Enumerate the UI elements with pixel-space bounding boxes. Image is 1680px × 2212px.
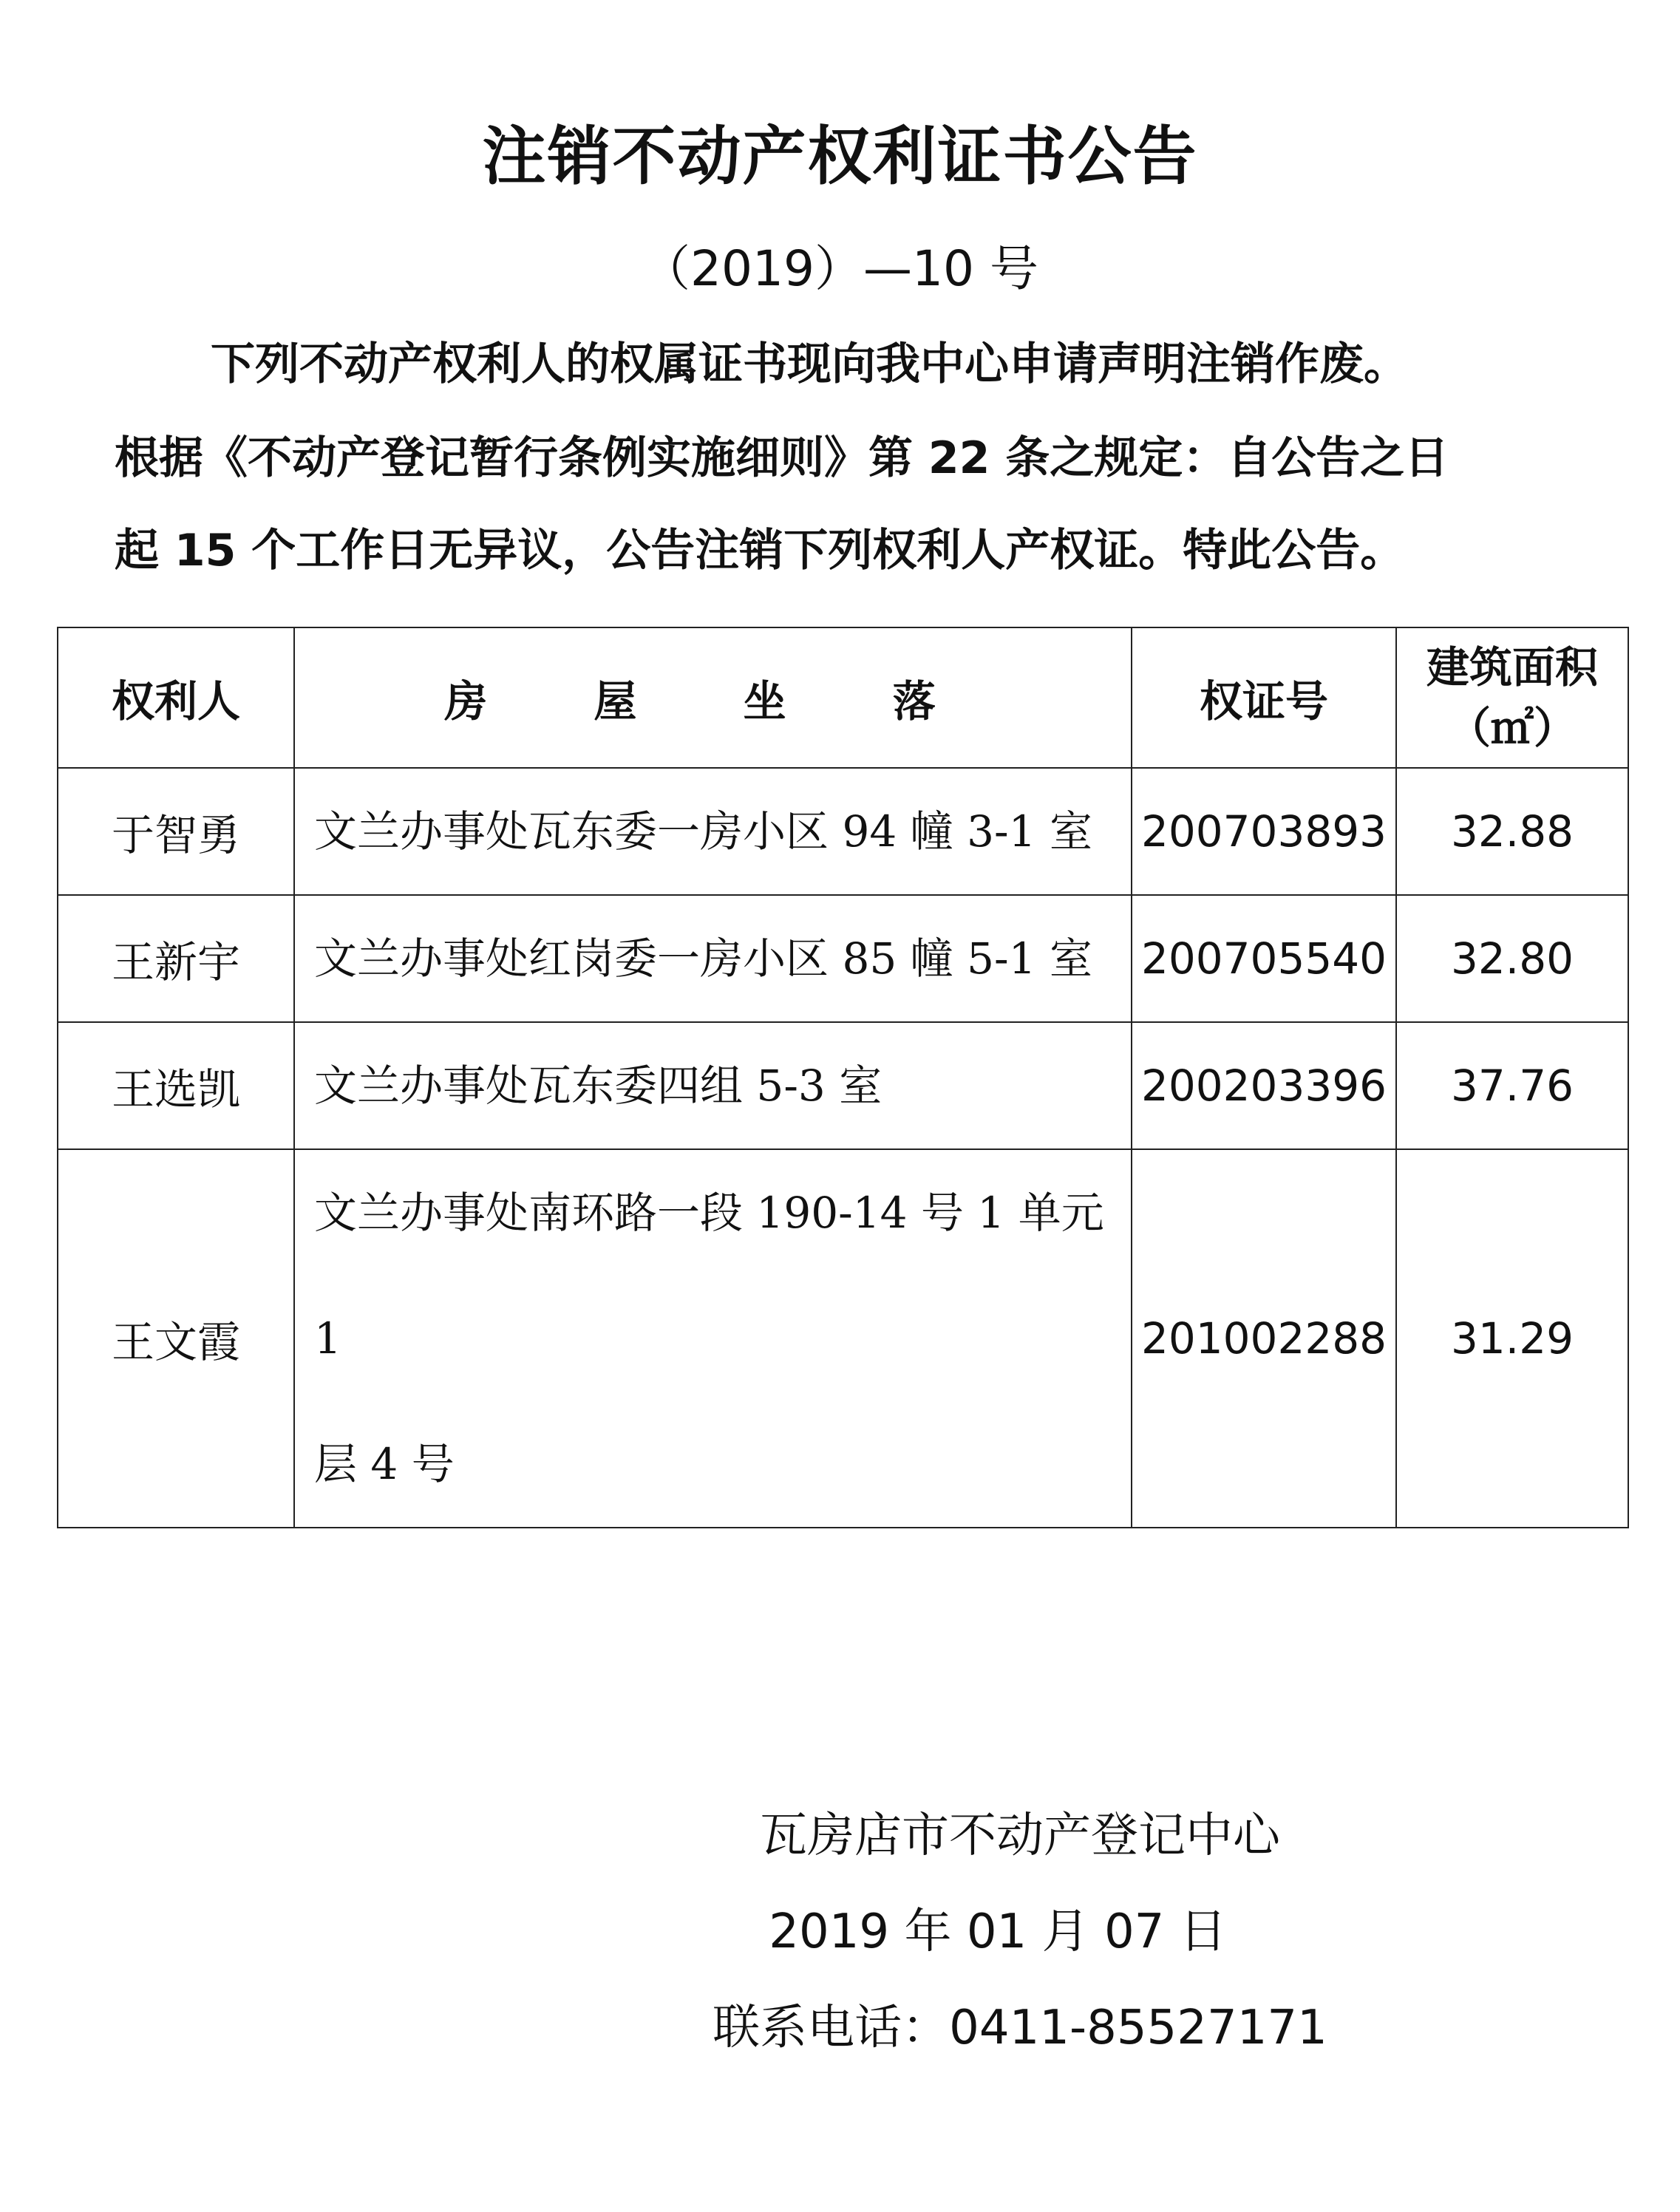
records-table xyxy=(57,627,1629,1528)
cell-address: 文兰办事处红岗委一房小区 85 幢 5-1 室 xyxy=(294,895,1132,1022)
notice-title: 注销不动产权利证书公告 xyxy=(482,120,1198,194)
cell-owner: 王选凯 xyxy=(58,1022,294,1149)
header-address xyxy=(294,627,1132,768)
cell-cert: 200203396 xyxy=(1132,1022,1396,1149)
table-header-row xyxy=(58,627,1628,768)
cell-address xyxy=(294,1149,1132,1528)
table-row xyxy=(58,1022,1628,1149)
cell-area: 32.80 xyxy=(1396,895,1628,1022)
table-row xyxy=(58,768,1628,895)
cell-address-line-2: 层 4 号 xyxy=(314,1439,455,1489)
footer-date: 2019 年 01 月 07 日 xyxy=(769,1905,1227,1959)
header-cert: 权证号 xyxy=(1132,627,1396,768)
notice-paragraph-1: 下列不动产权利人的权属证书现向我中心申请声明注销作废。 xyxy=(211,338,1408,390)
cell-cert: 201002288 xyxy=(1132,1149,1396,1528)
header-area-label: 建筑面积 xyxy=(1426,642,1598,692)
cell-area: 37.76 xyxy=(1396,1022,1628,1149)
table-row xyxy=(58,1149,1628,1528)
cell-owner: 王文霞 xyxy=(58,1149,294,1528)
cell-owner: 于智勇 xyxy=(58,768,294,895)
table-row xyxy=(58,895,1628,1022)
cell-area: 32.88 xyxy=(1396,768,1628,895)
notice-paragraph-2: 根据《不动产登记暂行条例实施细则》第 22 条之规定：自公告之日 xyxy=(115,432,1449,484)
header-address-label: 房 屋 坐 落 xyxy=(444,676,982,726)
cell-address: 文兰办事处瓦东委四组 5-3 室 xyxy=(294,1022,1132,1149)
cell-area: 31.29 xyxy=(1396,1149,1628,1528)
header-area-unit: （㎡） xyxy=(1447,703,1577,753)
cell-cert: 200703893 xyxy=(1132,768,1396,895)
footer-phone: 联系电话：0411-85527171 xyxy=(713,2001,1327,2055)
footer-organization: 瓦房店市不动产登记中心 xyxy=(760,1808,1280,1863)
header-owner: 权利人 xyxy=(58,627,294,768)
notice-number: （2019）—10 号 xyxy=(642,240,1038,297)
cell-owner: 王新宇 xyxy=(58,895,294,1022)
cell-cert: 200705540 xyxy=(1132,895,1396,1022)
notice-paragraph-3: 起 15 个工作日无异议，公告注销下列权利人产权证。特此公告。 xyxy=(115,525,1405,576)
header-area xyxy=(1396,627,1628,768)
cell-address-line-1: 文兰办事处南环路一段 190-14 号 1 单元 1 xyxy=(314,1188,1104,1364)
cell-address: 文兰办事处瓦东委一房小区 94 幢 3-1 室 xyxy=(294,768,1132,895)
